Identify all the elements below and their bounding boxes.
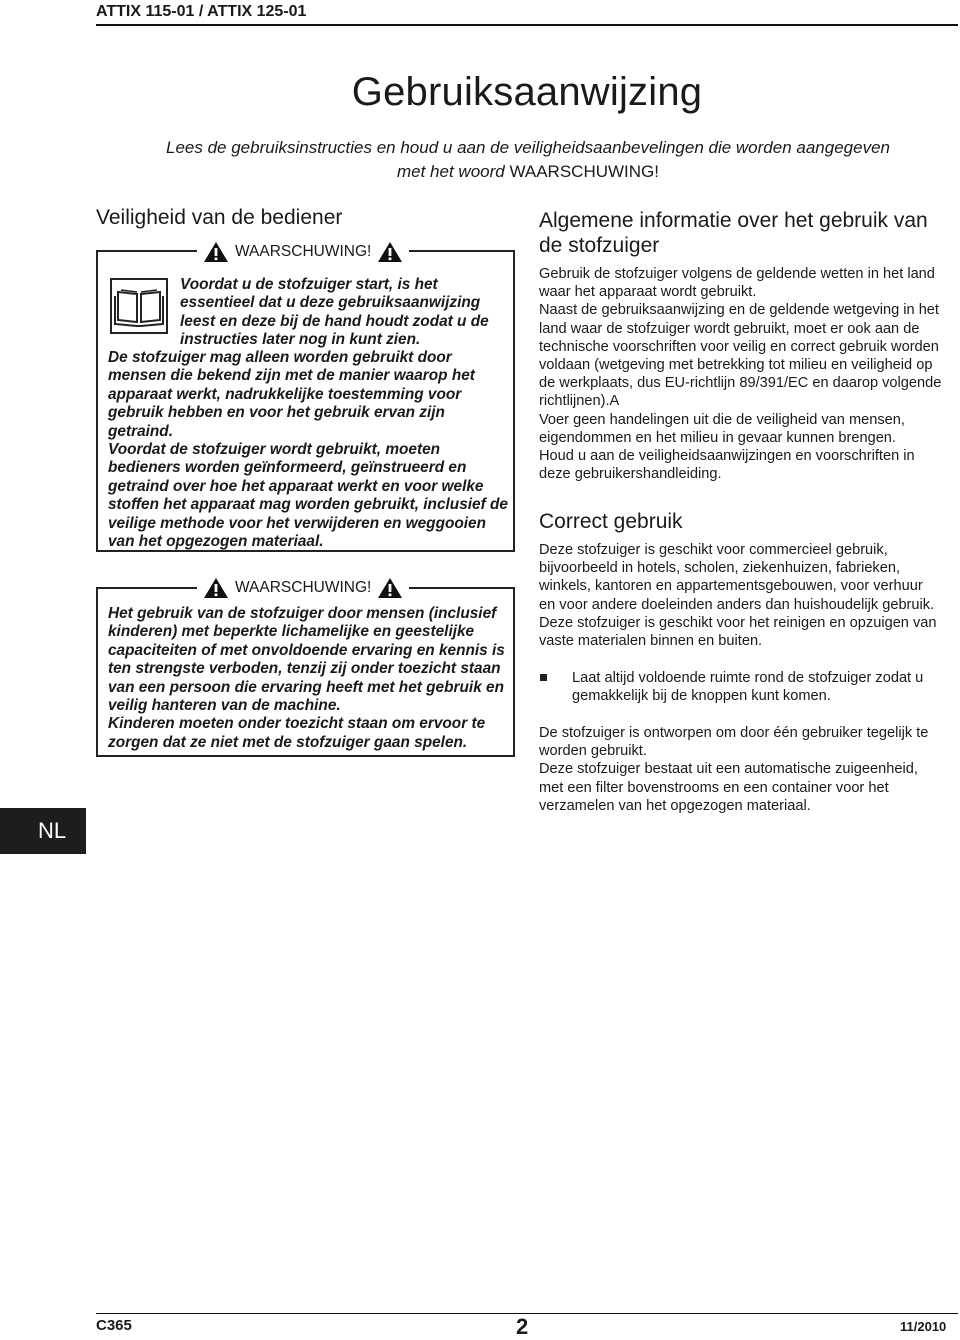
text-line: winkels, kantoren en appartementsgebouwen, voor verhuur — [539, 578, 923, 595]
warning-2-body-text — [108, 605, 512, 752]
intro-line-2 — [100, 160, 956, 184]
warning-2-header — [197, 578, 409, 598]
text-line: mensen die bekend zijn met de manier waarop het — [108, 367, 475, 385]
correct-use-text — [539, 541, 959, 650]
text-line: van een persoon die ervaring heeft met het gebruik en — [108, 678, 504, 696]
text-line: getraind. — [108, 422, 173, 440]
text-line: getraind over hoe het apparaat werkt en voor welke — [108, 477, 484, 495]
text-line: Deze stofzuiger is geschikt voor commercieel gebruik, — [539, 542, 888, 558]
text-line: ten strengste verboden, tenzij zij onder toezicht staan — [108, 660, 501, 678]
text-line: Gebruik de stofzuiger volgens de geldende wetten in het land — [539, 266, 935, 282]
text-line: De stofzuiger is ontworpen om door één gebruiker tegelijk te — [539, 725, 929, 741]
text-line: met een filter bovenstrooms en een container voor het — [539, 779, 889, 796]
text-line: voldaan (wetgeving met betrekking tot milieu en veiligheid op — [539, 357, 933, 374]
language-tab-label: NL — [37, 818, 67, 843]
warning-triangle-icon — [377, 241, 403, 263]
text-line: veilige methode voor het verwijderen en weggooien — [108, 514, 487, 532]
text-line: vaste materialen binnen en buiten. — [539, 633, 763, 650]
text-line: verzamelen van het opgezogen materiaal. — [539, 797, 811, 814]
text-line: Voordat u de stofzuiger start, is het — [180, 276, 438, 293]
language-tab — [0, 808, 86, 854]
text-line: van het opgezogen materiaal. — [108, 533, 324, 551]
document-header-title: ATTIX 115-01 / ATTIX 125-01 — [96, 3, 307, 20]
text-line: eigendommen en het milieu in gevaar kunnen brengen. — [539, 429, 896, 446]
text-line: kinderen) met beperkte lichamelijke en geestelijke — [108, 623, 475, 641]
footer-document-code: C365 — [96, 1317, 132, 1334]
intro-line-1: Lees de gebruiksinstructies en houd u aan de veiligheidsaanbevelingen die worden aangegeven — [166, 138, 890, 157]
intro-text — [100, 136, 956, 184]
text-line: instructies later nog in kunt zien. — [180, 331, 421, 349]
text-line: De stofzuiger mag alleen worden gebruikt door — [108, 349, 452, 366]
text-line: gemakkelijk bij de knoppen kunt komen. — [572, 688, 831, 705]
text-line: bijvoorbeeld in hotels, scholen, ziekenhuizen, fabrieken, — [539, 560, 901, 577]
text-line: Voordat de stofzuiger wordt gebruikt, moeten — [108, 441, 441, 459]
text-line: Naast de gebruiksaanwijzing en de geldende wetgeving in het — [539, 302, 939, 319]
section-title-general-info — [539, 208, 959, 258]
section-title-correct-use: Correct gebruik — [539, 510, 683, 533]
page-title: Gebruiksaanwijzing — [351, 70, 703, 114]
text-line: de werkplaats, dus EU-richtlijn 89/391/EC en daarop volgende — [539, 375, 942, 392]
page-number: 2 — [516, 1314, 529, 1339]
warning-triangle-icon — [377, 577, 403, 599]
text-line: worden gebruikt. — [539, 743, 647, 760]
text-line: bedieners worden geïnformeerd, geïnstrueerd en — [108, 459, 467, 477]
bullet-square-icon — [540, 674, 547, 681]
bullet-item-text — [572, 669, 958, 705]
section-title-operator-safety: Veiligheid van de bediener — [96, 206, 343, 229]
warning-triangle-icon — [203, 577, 229, 599]
warning-1-header — [197, 242, 409, 262]
text-line: Het gebruik van de stofzuiger door mensen (inclusief — [108, 605, 497, 622]
heading-line: de stofzuiger — [539, 234, 660, 257]
text-line: technische voorschriften voor veilig en correct gebruik worden — [539, 338, 939, 355]
warning-2-label: WAARSCHUWING! — [235, 579, 372, 596]
manual-book-icon — [110, 278, 168, 334]
warning-1-label: WAARSCHUWING! — [235, 243, 372, 260]
text-line: deze gebruikershandleiding. — [539, 466, 722, 483]
footer-date: 11/2010 — [900, 1319, 947, 1334]
text-line: Laat altijd voldoende ruimte rond de stofzuiger zodat u — [572, 670, 924, 686]
heading-line: Algemene informatie over het gebruik van — [539, 209, 928, 232]
general-info-text — [539, 265, 959, 483]
correct-use-text-2 — [539, 724, 959, 815]
warning-triangle-icon — [203, 241, 229, 263]
text-line: Deze stofzuiger is geschikt voor het reinigen en opzuigen van — [539, 614, 937, 631]
text-line: richtlijnen).A — [539, 393, 620, 410]
warning-1-manual-text — [180, 276, 510, 350]
text-line: apparaat werkt, nadrukkelijke toestemming voor — [108, 385, 462, 403]
text-line: veilig hanteren van de machine. — [108, 697, 341, 715]
text-line: land waar de stofzuiger wordt gebruikt, moet er ook aan de — [539, 320, 920, 337]
text-line: en voor andere doeleinden anders dan huishoudelijk gebruik. — [539, 596, 935, 613]
text-line: Deze stofzuiger bestaat uit een automatische zuigeenheid, — [539, 761, 918, 778]
text-line: capaciteiten of met onvoldoende ervaring en kennis is — [108, 641, 505, 659]
text-line: leest en deze bij de hand houdt zodat u de — [180, 312, 489, 330]
warning-1-body-text — [108, 349, 512, 551]
text-line: zorgen dat ze niet met de stofzuiger gaan spelen. — [108, 733, 468, 751]
intro-line-2-prefix: met het woord — [397, 162, 510, 181]
text-line: essentieel dat u deze gebruiksaanwijzing — [180, 294, 481, 312]
text-line: gebruik hebben en voor het gebruik ervan zijn — [108, 404, 445, 422]
text-line: stoffen het apparaat mag worden gebruikt, inclusief de — [108, 496, 508, 514]
text-line: Houd u aan de veiligheidsaanwijzingen en voorschriften in — [539, 448, 915, 465]
intro-keyword: WAARSCHUWING! — [509, 162, 659, 181]
header-rule — [96, 24, 958, 26]
text-line: Voer geen handelingen uit die de veiligheid van mensen, — [539, 411, 905, 428]
text-line: waar het apparaat wordt gebruikt. — [539, 284, 757, 301]
text-line: Kinderen moeten onder toezicht staan om ervoor te — [108, 715, 486, 733]
